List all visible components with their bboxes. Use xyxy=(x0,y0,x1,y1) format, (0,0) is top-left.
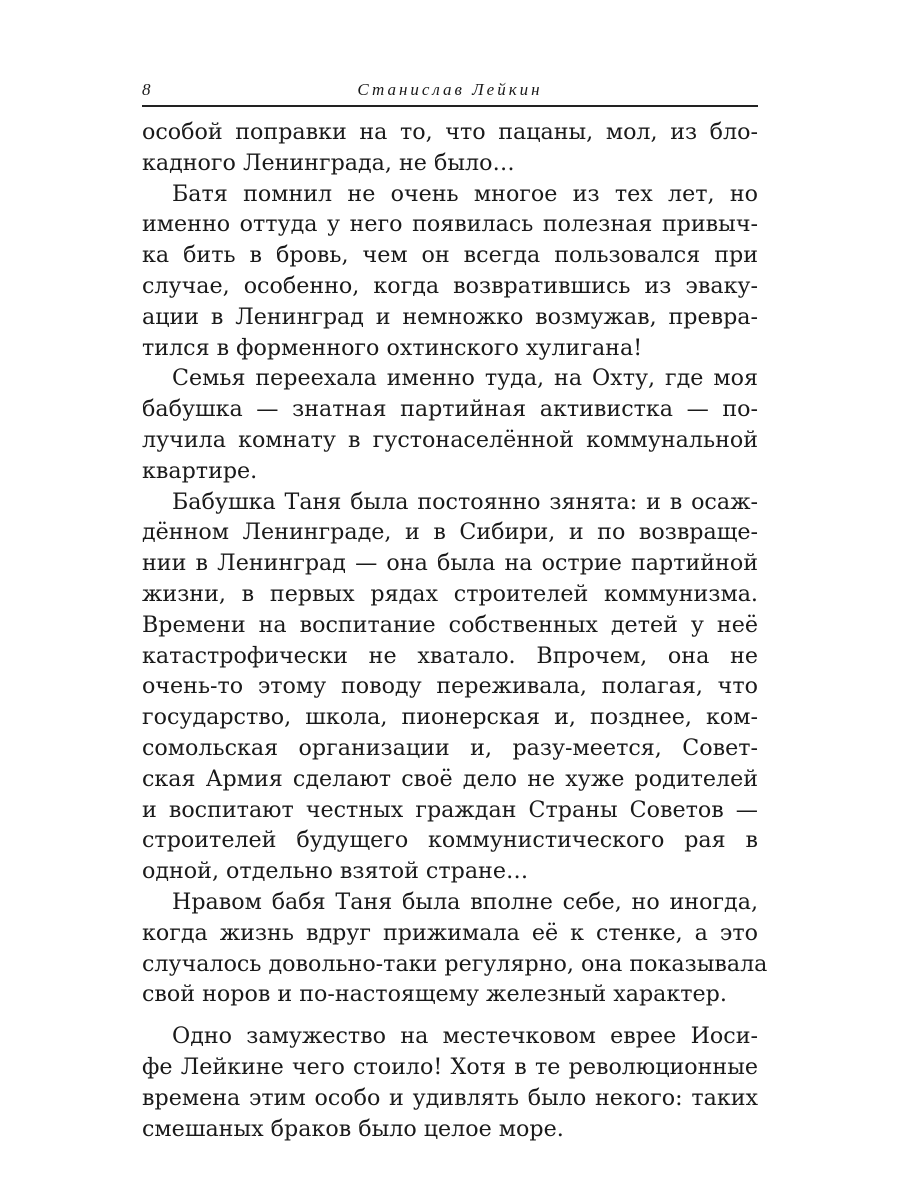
body-text xyxy=(142,117,768,1144)
running-head xyxy=(142,72,758,102)
header-rule xyxy=(142,105,758,107)
text-line: особой поправки на то, что пацаны, мол, из бло- xyxy=(142,119,758,145)
paragraph-2 xyxy=(142,179,758,364)
running-head-author: Станислав Лейкин xyxy=(357,80,543,99)
text-line: кадного Ленинграда, не было… xyxy=(142,149,515,176)
text-line: ации в Ленинград и немножко возмужав, превра- xyxy=(142,303,758,330)
text-line: дённом Ленинграде, и в Сибири, и по возвраще- xyxy=(142,519,758,546)
text-line: Нравом бабя Таня была вполне себе, но иногда, xyxy=(172,888,758,915)
text-line: Времени на воспитание собственных детей у неё xyxy=(142,611,758,638)
text-line: Одно замужество на местечковом еврее Иоси- xyxy=(172,1023,758,1050)
text-line: бабушка — знатная партийная активистка — по- xyxy=(142,396,758,423)
text-line: жизни, в первых рядах строителей коммунизма. xyxy=(142,580,758,607)
text-line: Бабушка Таня была постоянно зянята: и в осаж- xyxy=(172,488,758,515)
paragraph-5 xyxy=(142,887,768,1010)
book-page xyxy=(142,72,768,1144)
text-line: нии в Ленинград — она была на острие партийной xyxy=(142,550,758,577)
text-line: фе Лейкине чего стоило! Хотя в те революционные xyxy=(142,1053,758,1080)
text-line: случалось довольно-таки регулярно, она показывала xyxy=(142,950,768,977)
text-line: ка бить в бровь, чем он всегда пользовался при xyxy=(142,242,758,269)
text-line: Семья переехала именно туда, на Охту, где моя xyxy=(172,365,758,392)
text-line: катастрофически не хватало. Впрочем, она не xyxy=(142,642,758,669)
text-line: одной, отдельно взятой стране… xyxy=(142,858,529,885)
text-line: Батя помнил не очень многое из тех лет, но xyxy=(172,180,758,207)
text-line: когда жизнь вдруг прижимала её к стенке, а это xyxy=(142,919,758,946)
text-line: лучила комнату в густонаселённой коммунальной xyxy=(142,426,758,453)
text-line: именно оттуда у него появилась полезная привыч- xyxy=(142,211,758,238)
text-line: очень-то этому поводу переживала, полагая, что xyxy=(142,673,758,700)
page-number: 8 xyxy=(142,80,151,99)
text-line: государство, школа, пионерская и, позднее, ком- xyxy=(142,704,758,731)
text-line: сомольская организации и, разу-меется, Совет- xyxy=(142,734,758,761)
text-line: строителей будущего коммунистического рая в xyxy=(142,827,758,854)
paragraph-4 xyxy=(142,487,758,887)
paragraph-6 xyxy=(142,1021,758,1144)
text-line: и воспитают честных граждан Страны Советов — xyxy=(142,796,758,823)
text-line: времена этим особо и удивлять было некого: таких xyxy=(142,1084,758,1111)
text-line: смешаных браков было целое море. xyxy=(142,1115,564,1142)
text-line: случае, особенно, когда возвратившись из эваку- xyxy=(142,272,758,299)
text-line: свой норов и по-настоящему железный характер. xyxy=(142,981,727,1008)
text-line: ская Армия сделают своё дело не хуже родителей xyxy=(142,765,758,792)
paragraph-3 xyxy=(142,363,758,486)
paragraph-gap xyxy=(142,1010,758,1021)
text-line: квартире. xyxy=(142,457,258,484)
text-line: тился в форменного охтинского хулигана! xyxy=(142,334,643,361)
paragraph-1 xyxy=(142,117,758,179)
